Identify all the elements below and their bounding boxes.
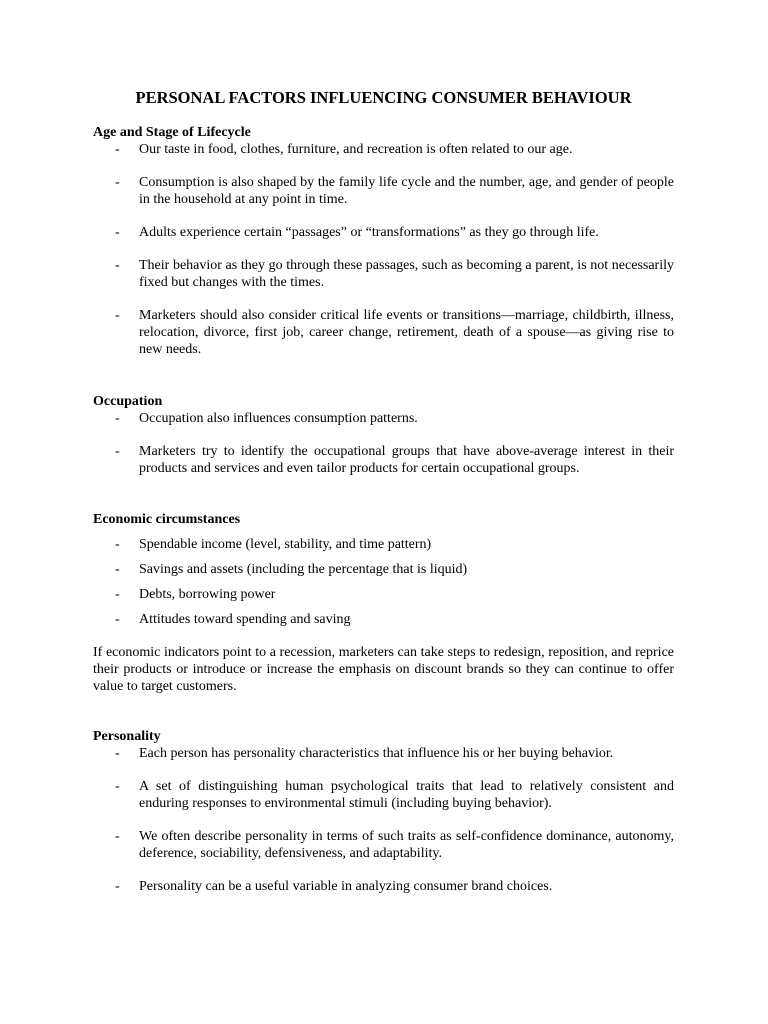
list-item-text: Adults experience certain “passages” or “transformations” as they go through life. (139, 225, 599, 240)
list-item (93, 536, 674, 553)
bullet-dash: - (115, 142, 120, 157)
list-item (93, 561, 674, 578)
list-item (93, 410, 674, 427)
list-item (93, 878, 674, 895)
bullet-dash: - (115, 612, 120, 627)
list-item-text: Spendable income (level, stability, and time pattern) (139, 537, 432, 552)
list-item (93, 174, 674, 208)
list-item-text: A set of distinguishing human psychological traits that lead to relatively consistent and enduring responses to environmental stimuli (including buying behavior). (139, 779, 674, 811)
list-item-text: Marketers should also consider critical life events or transitions—marriage, childbirth, illness, relocation, divorce, first job, career change, retirement, death of a spouse—as giving rise to new needs. (139, 308, 674, 357)
section-occupation (93, 393, 674, 477)
section-age-lifecycle (93, 124, 674, 358)
list-item-text: Their behavior as they go through these passages, such as becoming a parent, is not necessarily fixed but changes with the times. (139, 258, 674, 290)
bullet-dash: - (115, 537, 120, 552)
section-economic-circumstances (93, 511, 674, 695)
section-heading: Economic circumstances (93, 512, 241, 527)
bullet-dash: - (115, 587, 120, 602)
list-item (93, 828, 674, 862)
list-item (93, 224, 674, 241)
bullet-dash: - (115, 444, 120, 459)
list-item-text: Personality can be a useful variable in analyzing consumer brand choices. (139, 879, 553, 894)
list-item (93, 257, 674, 291)
body-paragraph: If economic indicators point to a recession, marketers can take steps to redesign, reposition, and reprice their products or introduce or increase the emphasis on discount brands so they can continue to offer value to target customers. (93, 645, 674, 694)
list-item (93, 141, 674, 158)
list-item-text: Attitudes toward spending and saving (139, 612, 351, 627)
list-item (93, 443, 674, 477)
list-item-text: Occupation also influences consumption patterns. (139, 411, 418, 426)
list-item (93, 586, 674, 603)
bullet-dash: - (115, 779, 120, 794)
list-item-text: Our taste in food, clothes, furniture, and recreation is often related to our age. (139, 142, 573, 157)
bullet-dash: - (115, 879, 120, 894)
list-item-text: We often describe personality in terms of such traits as self-confidence dominance, autonomy, deference, sociability, defensiveness, and adaptability. (139, 829, 674, 861)
list-item-text: Each person has personality characteristics that influence his or her buying behavior. (139, 746, 614, 761)
list-item (93, 778, 674, 812)
list-item (93, 611, 674, 628)
list-item (93, 745, 674, 762)
bullet-dash: - (115, 746, 120, 761)
section-heading: Age and Stage of Lifecycle (93, 125, 251, 140)
page-title: PERSONAL FACTORS INFLUENCING CONSUMER BEHAVIOUR (135, 88, 632, 107)
bullet-dash: - (115, 308, 120, 323)
bullet-dash: - (115, 225, 120, 240)
list-item-text: Savings and assets (including the percentage that is liquid) (139, 562, 468, 577)
list-item-text: Consumption is also shaped by the family life cycle and the number, age, and gender of people in the household at any point in time. (139, 175, 674, 207)
bullet-dash: - (115, 829, 120, 844)
list-item-text: Marketers try to identify the occupational groups that have above-average interest in their products and services and even tailor products for certain occupational groups. (139, 444, 674, 476)
list-item (93, 307, 674, 358)
list-item-text: Debts, borrowing power (139, 587, 276, 602)
section-heading: Personality (93, 729, 161, 744)
bullet-dash: - (115, 562, 120, 577)
bullet-dash: - (115, 258, 120, 273)
bullet-dash: - (115, 411, 120, 426)
section-heading: Occupation (93, 394, 163, 409)
bullet-dash: - (115, 175, 120, 190)
section-personality (93, 728, 674, 895)
